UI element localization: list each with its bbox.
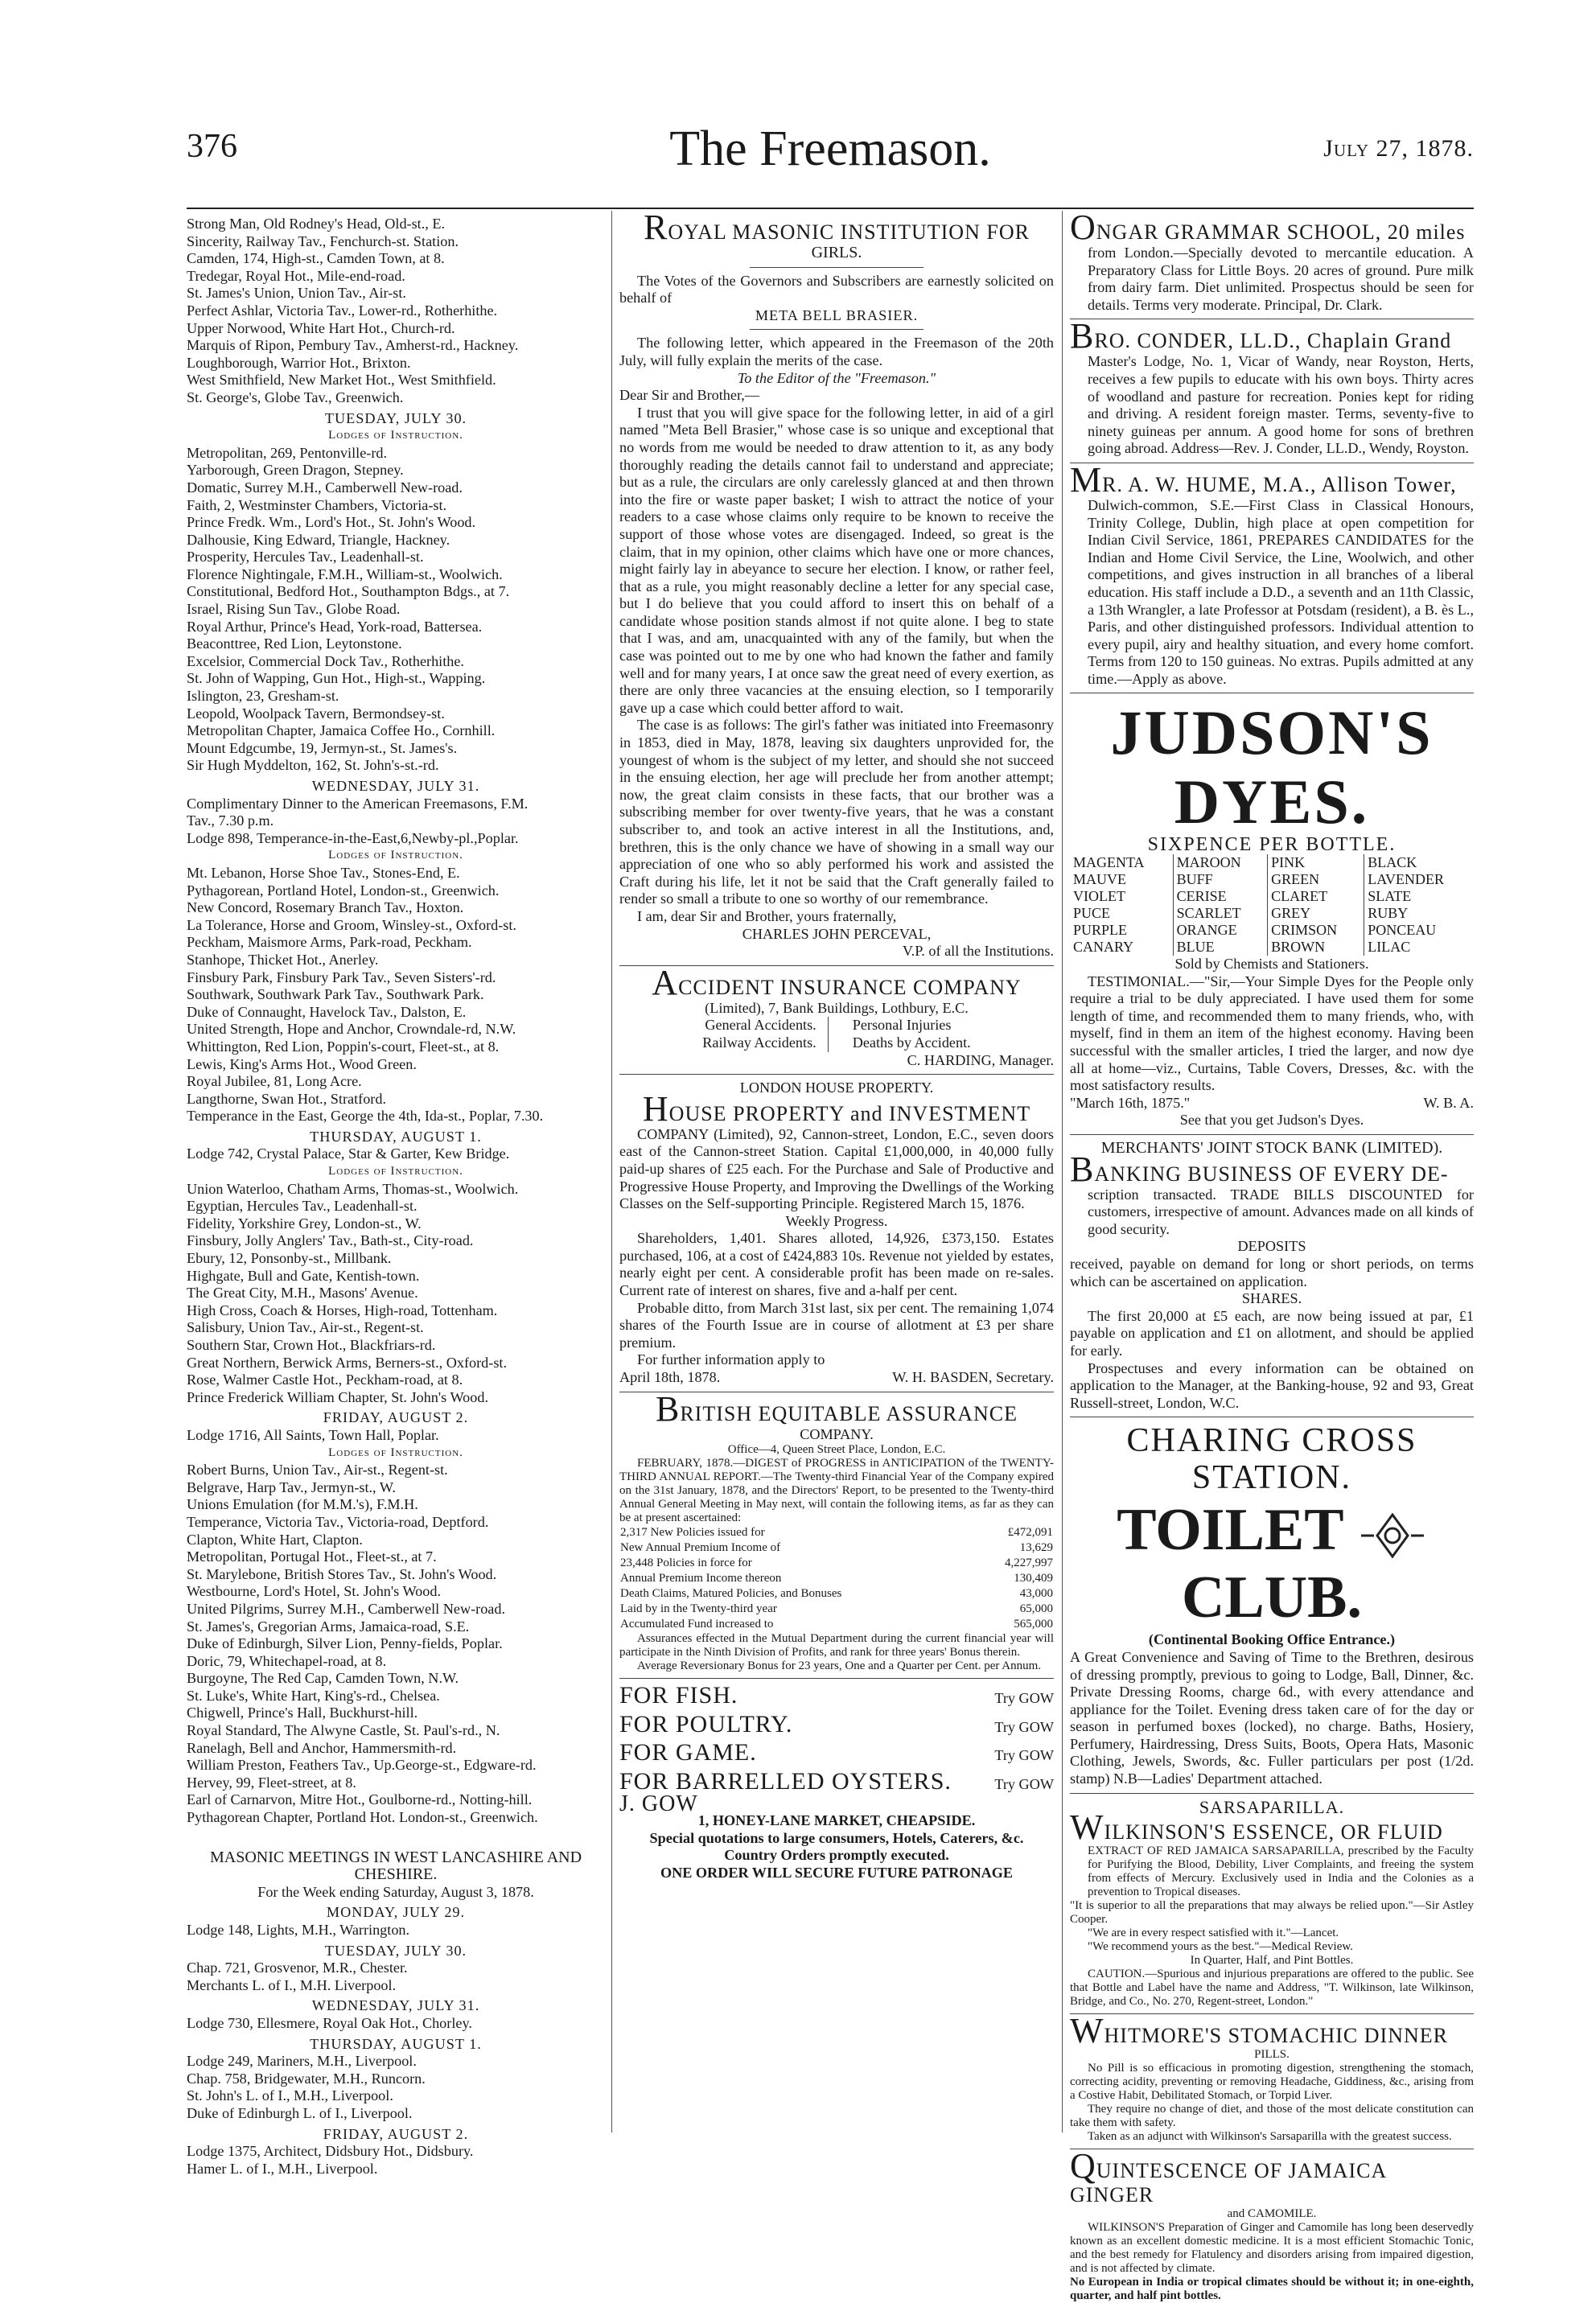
lodge-entry: Islington, 23, Gresham-st. xyxy=(187,688,339,705)
lodge-entry: Duke of Edinburgh, Silver Lion, Penny-fields, Poplar. xyxy=(187,1635,503,1652)
table-row xyxy=(619,1586,1054,1602)
day-heading: MONDAY, JULY 29. xyxy=(326,1904,466,1921)
paragraph: EXTRACT OF RED JAMAICA SARSAPARILLA, prescribed by the Faculty for Purifying the Blood, Debility, Liver Complaints, and freeing the system from effects of Mercury. Exclusively used in India and the Colonies as a prevention to Tropical diseases. xyxy=(1088,1844,1474,1899)
paragraph: Average Reversionary Bonus for 23 years, One and a Quarter per Cent. per Annum. xyxy=(637,1659,1042,1673)
dye-colour: CRIMSON xyxy=(1268,922,1364,939)
dye-colour: SCARLET xyxy=(1173,905,1268,922)
ad-signature: W. H. BASDEN, Secretary. xyxy=(892,1369,1054,1386)
dye-colour: CERISE xyxy=(1173,888,1268,905)
ad-subheading: and CAMOMILE. xyxy=(1227,2207,1317,2221)
lodge-list xyxy=(187,1145,605,1163)
lodge-entry: Salisbury, Union Tav., Air-st., Regent-st. xyxy=(187,1319,424,1336)
ad-item: General Accidents. xyxy=(705,1017,817,1034)
ad-heading: WILKINSON'S ESSENCE, OR FLUID xyxy=(1070,1807,1443,1848)
lodge-entry: La Tolerance, Horse and Groom, Winsley-st., Oxford-st. xyxy=(187,916,516,933)
lodge-entry: Westbourne, Lord's Hotel, St. John's Wood. xyxy=(187,1583,441,1600)
row-value: 565,000 xyxy=(1014,1618,1053,1631)
letter-salutation: Dear Sir and Brother,— xyxy=(619,387,760,404)
gow-item-label: FOR FISH. xyxy=(619,1682,738,1709)
dye-colour: BUFF xyxy=(1173,871,1268,888)
table-row xyxy=(1070,905,1474,922)
ad-subheading: SHARES. xyxy=(1241,1290,1302,1307)
ad-heading: QUINTESCENCE OF JAMAICA GINGER xyxy=(1070,2146,1386,2207)
lodge-entry: Lodge 1716, All Saints, Town Hall, Poplar. xyxy=(187,1426,439,1443)
lodge-entry: St. John's L. of I., M.H., Liverpool. xyxy=(187,2087,393,2104)
club-word: CLUB. xyxy=(1181,1565,1363,1631)
lodge-entry: Beaconttree, Red Lion, Leytonstone. xyxy=(187,635,402,652)
ad-heading: LONDON HOUSE PROPERTY. xyxy=(739,1080,934,1096)
lodge-entry: Royal Arthur, Prince's Head, York-road, Battersea. xyxy=(187,618,483,635)
ad-line: In Quarter, Half, and Pint Bottles. xyxy=(1190,1954,1354,1968)
ad-heading: ONGAR GRAMMAR SCHOOL, 20 miles xyxy=(1070,208,1466,247)
ad-footer xyxy=(619,1369,1054,1387)
table-row xyxy=(619,1540,1054,1556)
lodge-entry: Prosperity, Hercules Tav., Leadenhall-st. xyxy=(187,549,424,565)
dye-colour: PONCEAU xyxy=(1364,922,1474,939)
judson-heading: JUDSON'S DYES. xyxy=(1110,697,1434,837)
paragraph: The Votes of the Governors and Subscribers are earnestly solicited on behalf of xyxy=(619,272,1054,306)
lodge-entry: Florence Nightingale, F.M.H., William-st., Woolwich. xyxy=(187,565,503,582)
dye-colour: RUBY xyxy=(1364,905,1474,922)
lodge-entry: Lodge 898, Temperance-in-the-East,6,Newby-pl.,Poplar. xyxy=(187,829,519,846)
paragraph: WILKINSON'S Preparation of Ginger and Camomile has long been deservedly known as an excellent domestic medicine. It is a most efficient Stomachic Tonic, and the best remedy for Flatulency and disorders arising from impaired digestion, and is not affected by climate. xyxy=(1070,2221,1474,2276)
row-label: 23,448 Policies in force for xyxy=(620,1557,752,1570)
gow-item xyxy=(619,1768,1054,1795)
ad-heading: MR. A. W. HUME, M.A., Allison Tower, xyxy=(1070,459,1457,500)
dye-colour: MAUVE xyxy=(1073,871,1126,888)
lodge-list xyxy=(187,1181,605,1407)
candidate-name: META BELL BRASIER. xyxy=(755,306,919,323)
table-row xyxy=(1070,939,1474,956)
gow-item xyxy=(619,1739,1054,1766)
quote: "We are in every respect satisfied with it."—Lancet. xyxy=(1088,1927,1339,1940)
paragraph: scription transacted. TRADE BILLS DISCOUNTED for customers, irrespective of amount. Advances made on all kinds of good security. xyxy=(1088,1186,1474,1237)
lodge-entry: Leopold, Woolpack Tavern, Bermondsey-st. xyxy=(187,705,445,722)
lodge-entry: Hamer L. of I., M.H., Liverpool. xyxy=(187,2160,378,2177)
paragraph: The following letter, which appeared in the Freemason of the 20th July, will fully explain the merits of the case. xyxy=(619,335,1054,368)
lodge-entry: Sir Hugh Myddelton, 162, St. John's-st.-rd. xyxy=(187,757,439,774)
row-value: 43,000 xyxy=(1019,1587,1053,1601)
dye-colour: CLARET xyxy=(1268,888,1364,905)
lodge-entry: Southern Star, Crown Hot., Blackfriars-rd. xyxy=(187,1337,436,1353)
page-number: 376 xyxy=(187,128,237,165)
lodge-entry: Upper Norwood, White Hart Hot., Church-rd. xyxy=(187,319,455,336)
issue-date: July 27, 1878. xyxy=(1323,135,1474,162)
table-row xyxy=(619,1617,1054,1632)
lodge-entry: Hervey, 99, Fleet-street, at 8. xyxy=(187,1774,356,1791)
lodge-entry: Lodge 742, Crystal Palace, Star & Garter, Kew Bridge. xyxy=(187,1145,510,1162)
testimonial-date: "March 16th, 1875." xyxy=(1070,1094,1191,1111)
lodge-entry: St. George's, Globe Tav., Greenwich. xyxy=(187,389,404,405)
day-heading: THURSDAY, AUGUST 1. xyxy=(310,2035,482,2052)
lodge-entry: Excelsior, Commercial Dock Tav., Rotherhithe. xyxy=(187,652,464,669)
column-advertisements xyxy=(1070,208,1474,2303)
lodge-entry: Chigwell, Prince's Hall, Buckhurst-hill. xyxy=(187,1705,418,1721)
ad-date: April 18th, 1878. xyxy=(619,1369,721,1386)
lodge-list xyxy=(187,2053,605,2122)
lodge-list xyxy=(187,1922,605,1939)
gow-special: Special quotations to large consumers, Hotels, Caterers, &c. xyxy=(649,1829,1024,1846)
paragraph: Shareholders, 1,401. Shares alloted, 14,926, £373,150. Estates purchased, 106, at a cost of £424,883 10s. Revenue not yielded by estates, nearly eight per cent. A considerable profit has been made on re-sales. Current rate of interest on shares, five and a-half per cent. xyxy=(619,1230,1054,1299)
lodge-entry: Great Northern, Berwick Arms, Berners-st., Oxford-st. xyxy=(187,1354,508,1371)
paragraph: No Pill is so efficacious in promoting digestion, strengthening the stomach, correcting acidity, preventing or removing Headache, Giddiness, &c., arising from a Costive Habit, Debilitated Stomach, or Torpid Liver. xyxy=(1070,2062,1474,2103)
gow-item xyxy=(619,1682,1054,1709)
row-value: 4,227,997 xyxy=(1005,1557,1053,1570)
instruction-heading: Lodges of Instruction. xyxy=(328,849,463,862)
gow-item-label: FOR BARRELLED OYSTERS. xyxy=(619,1768,952,1795)
ad-line: See that you get Judson's Dyes. xyxy=(1179,1112,1364,1129)
lodge-entry: Finsbury, Jolly Anglers' Tav., Bath-st., City-road. xyxy=(187,1232,474,1249)
lodge-entry: Dalhousie, King Edward, Triangle, Hackney. xyxy=(187,531,450,548)
dye-colour: BLACK xyxy=(1364,854,1474,871)
lodge-entry: Pythagorean, Portland Hotel, London-st., Greenwich. xyxy=(187,882,500,899)
lodge-entry: High Cross, Coach & Horses, High-road, Tottenham. xyxy=(187,1302,498,1318)
ad-item: Deaths by Accident. xyxy=(852,1034,971,1051)
ad-subheading: (Continental Booking Office Entrance.) xyxy=(1148,1631,1396,1648)
lodge-entry: The Great City, M.H., Masons' Avenue. xyxy=(187,1285,418,1302)
lodge-entry: Constitutional, Bedford Hot., Southampton Bdgs., at 7. xyxy=(187,583,510,600)
dye-colour: MAROON xyxy=(1173,854,1268,871)
paragraph: Prospectuses and every information can be obtained on application to the Manager, at the Banking-house, 92 and 93, Great Russell-street, London, W.C. xyxy=(1070,1359,1474,1411)
lodge-entry: St. James's Union, Union Tav., Air-st. xyxy=(187,285,406,302)
header-rule xyxy=(187,208,1474,209)
lodge-entry: Chap. 758, Bridgewater, M.H., Runcorn. xyxy=(187,2070,426,2087)
dye-colour: PURPLE xyxy=(1073,922,1128,939)
dye-colour: LAVENDER xyxy=(1364,871,1474,888)
row-label: Annual Premium Income thereon xyxy=(620,1572,782,1585)
paragraph: Dulwich-common, S.E.—First Class in Classical Honours, Trinity College, Dublin, high place at open competition for Indian Civil Service, 1861, PREPARES CANDIDATES for the Indian and Home Civil Service, the Line, Woolwich, and other competitions, and gives instruction in all branches of a liberal education. His staff include a D.D., a seventh and an 11th Classic, a 13th Wrangler, a late Professor at Potsdam (resident), a B. ès L., Paris, and other distinguished professors. Individual attention to every pupil, airy and healthy situation, and every home comfort. Terms from 120 to 150 guineas. No extras. Pupils admitted at any time.—Apply as above. xyxy=(1088,496,1474,687)
lodge-entry: Royal Standard, The Alwyne Castle, St. Paul's-rd., N. xyxy=(187,1722,500,1739)
day-heading: FRIDAY, AUGUST 2. xyxy=(323,2125,469,2142)
dye-colour: PUCE xyxy=(1073,905,1111,922)
row-value: 65,000 xyxy=(1019,1602,1053,1616)
gow-item-label: FOR POULTRY. xyxy=(619,1710,793,1738)
paragraph: A Great Convenience and Saving of Time to the Brethren, desirous of dressing promptly, previous to going to Lodge, Ball, Dinner, &c. Private Dressing Rooms, charge 6d., with every attendance and appliance for the Toilet. Evening dress taken care of for the day or season in perfumed boxes (locked), no charge. Baths, Hosiery, Perfumery, Hairdressing, Dress Suits, Boots, Opera Hats, Masonic Clothing, Jewels, Swords, &c. Fuller particulars per post (1/2d. stamp) N.B—Ladies' Department attached. xyxy=(1070,1648,1474,1787)
lodge-entry: Stanhope, Thicket Hot., Anerley. xyxy=(187,951,379,968)
paragraph: For further information apply to xyxy=(637,1351,825,1368)
table-row xyxy=(619,1602,1054,1617)
lodge-entry: Langthorne, Swan Hot., Stratford. xyxy=(187,1090,387,1107)
lodge-entry: Tav., 7.30 p.m. xyxy=(187,812,274,829)
table-row xyxy=(619,1525,1054,1540)
table-row xyxy=(1070,888,1474,905)
lodge-entry: Robert Burns, Union Tav., Air-st., Regent-st. xyxy=(187,1462,448,1478)
lodge-entry: Domatic, Surrey M.H., Camberwell New-road. xyxy=(187,479,463,496)
ad-subheading: GIRLS. xyxy=(811,244,862,261)
row-value: £472,091 xyxy=(1007,1526,1053,1540)
lodge-entry: Ebury, 12, Ponsonby-st., Millbank. xyxy=(187,1250,392,1267)
column-meetings xyxy=(187,216,605,2177)
lodge-entry: St. James's, Gregorian Arms, Jamaica-road, S.E. xyxy=(187,1618,470,1635)
judson-price: SIXPENCE PER BOTTLE. xyxy=(1147,834,1396,856)
lodge-list xyxy=(187,796,605,848)
column-divider xyxy=(1062,211,1063,2132)
lodge-entry: Duke of Edinburgh L. of I., Liverpool. xyxy=(187,2104,413,2121)
lodge-list xyxy=(187,1960,605,1994)
lodge-entry: Metropolitan, Portugal Hot., Fleet-st., at 7. xyxy=(187,1548,437,1565)
day-heading: FRIDAY, AUGUST 2. xyxy=(323,1409,469,1426)
row-label: 2,317 New Policies issued for xyxy=(620,1526,765,1540)
page-header xyxy=(187,121,1474,201)
instruction-heading: Lodges of Instruction. xyxy=(328,429,463,442)
lodge-entry: Unions Emulation (for M.M.'s), F.M.H. xyxy=(187,1496,418,1513)
lodge-entry: Camden, 174, High-st., Camden Town, at 8. xyxy=(187,250,445,267)
lodge-entry: Clapton, White Hart, Clapton. xyxy=(187,1531,363,1548)
lodge-entry: Lodge 1375, Architect, Didsbury Hot., Didsbury. xyxy=(187,2143,474,2160)
lodge-entry: Prince Fredk. Wm., Lord's Hot., St. John's Wood. xyxy=(187,514,476,531)
row-value: 13,629 xyxy=(1019,1541,1053,1555)
dye-colour: BLUE xyxy=(1173,939,1268,956)
table-row xyxy=(1070,922,1474,939)
lodge-entry: Peckham, Maismore Arms, Park-road, Peckham. xyxy=(187,934,472,951)
gow-item-try: Try GOW xyxy=(994,1718,1054,1735)
table-row xyxy=(1070,871,1474,888)
day-heading: WEDNESDAY, JULY 31. xyxy=(311,778,480,794)
paragraph: CAUTION.—Spurious and injurious preparations are offered to the public. See that Bottle and Label have the name and Address, "T. Wilkinson, late Wilkinson, Bridge, and Co., No. 270, Regent-street, London." xyxy=(1070,1968,1474,2009)
column-divider xyxy=(611,211,612,2132)
ad-columns xyxy=(619,1017,1054,1051)
paragraph: received, payable on demand for long or short periods, on terms which can be ascertained on application. xyxy=(1070,1255,1474,1289)
lodge-entry: Southwark, Southwark Park Tav., Southwark Park. xyxy=(187,986,484,1003)
lodge-entry: St. Marylebone, British Stores Tav., St. John's Wood. xyxy=(187,1565,497,1582)
lodge-entry: West Smithfield, New Market Hot., West Smithfield. xyxy=(187,372,496,389)
lodge-entry: Mt. Lebanon, Horse Shoe Tav., Stones-End, E. xyxy=(187,864,460,881)
lodge-entry: Mount Edgcumbe, 19, Jermyn-st., St. James's. xyxy=(187,739,458,756)
letter-signature: CHARLES JOHN PERCEVAL, xyxy=(742,925,932,942)
dye-colour: GREEN xyxy=(1268,871,1364,888)
paragraph: They require no change of diet, and those of the most delicate constitution can take them with safety. xyxy=(1070,2103,1474,2130)
lodge-entry: Egyptian, Hercules Tav., Leadenhall-st. xyxy=(187,1198,418,1215)
letter-closing: I am, dear Sir and Brother, yours fraternally, xyxy=(637,907,897,924)
paragraph: Master's Lodge, No. 1, Vicar of Wandy, near Royston, Herts, receives a few pupils to educate with his own boys. Thirty acres of woodland and pasture for recreation. Ponies kept for riding and driving. A resident foreign master. Terms, seventy-five to ninety guineas per annum. A good home for sons of brethren going abroad. Address—Rev. J. Conder, LL.D., Wendy, Royston. xyxy=(1088,353,1474,457)
masonic-emblem-icon xyxy=(1358,1511,1427,1560)
lodge-entry: Union Waterloo, Chatham Arms, Thomas-st., Woolwich. xyxy=(187,1180,519,1197)
row-label: Death Claims, Matured Policies, and Bonuses xyxy=(620,1587,842,1601)
lodge-entry: Ranelagh, Bell and Anchor, Hammersmith-rd. xyxy=(187,1739,457,1756)
paragraph: COMPANY (Limited), 92, Cannon-street, London, E.C., seven doors east of the Cannon-street Station. Capital £1,000,000, in 40,000 fully paid-up shares of £25 each. For the Purchase and Sale of Productive and Progressive House Property, and Improving the Dwellings of the Working Classes on the Self-supporting Principle. Registered March 15, 1876. xyxy=(619,1125,1054,1212)
lodge-list xyxy=(187,1427,605,1445)
section-subheading: For the Week ending Saturday, August 3, 1878. xyxy=(257,1883,534,1900)
lodge-entry: Temperance, Victoria Tav., Victoria-road, Deptford. xyxy=(187,1513,489,1530)
lodge-entry: Royal Jubilee, 81, Long Acre. xyxy=(187,1073,362,1090)
lodge-entry: Lodge 148, Lights, M.H., Warrington. xyxy=(187,1922,410,1938)
instruction-heading: Lodges of Instruction. xyxy=(328,1165,463,1178)
ad-heading: MERCHANTS' JOINT STOCK BANK (LIMITED). xyxy=(1100,1139,1443,1157)
lodge-entry: Yarborough, Green Dragon, Stepney. xyxy=(187,462,404,479)
quote: "We recommend yours as the best."—Medical Review. xyxy=(1088,1940,1353,1954)
ad-subheading: PILLS. xyxy=(1254,2048,1290,2062)
lodge-entry: Doric, 79, Whitechapel-road, at 8. xyxy=(187,1652,387,1669)
lodge-entry: Strong Man, Old Rodney's Head, Old-st., E. xyxy=(187,216,446,232)
paragraph: I trust that you will give space for the following letter, in aid of a girl named "Meta Bell Brasier," whose case is so unique and exceptional that no words from me would be needed to draw attention to it, as any body thoroughly reading the details cannot fail to understand and appreciate; but as a rule, the circulars are only carelessly glanced at and then thrown into the fire or waste paper basket; I wish to attract the notice of your readers to a case whose claims only require to be known to receive the support of those whose votes are disengaged. Indeed, so great is the claim, that in my opinion, other claims which have one or more chances, might fairly lay in abeyance to secure her election. I know, or rather feel, that as a rule, you might reasonably decline a letter for any special case, but I do believe that you could afford to insert this on behalf of a candidate whose position stands almost if not quite alone. I beg to state that I was, and am, unacquainted with any of the family, but when the case was pointed out to me by one who had known the father and family well and for many years, I at once saw the great need of every exertion, as there are only three vacancies at the ensuing election, so I temporarily gave up a case which could better afford to wait. xyxy=(619,404,1054,716)
lodge-entry: Fidelity, Yorkshire Grey, London-st., W. xyxy=(187,1215,422,1232)
lodge-entry: Faith, 2, Westminster Chambers, Victoria-st. xyxy=(187,496,447,513)
masthead-title: The Freemason. xyxy=(669,121,991,176)
letter-address: To the Editor of the "Freemason." xyxy=(737,369,936,386)
gow-country: Country Orders promptly executed. xyxy=(724,1847,949,1864)
lodge-entry: Rose, Walmer Castle Hot., Peckham-road, at 8. xyxy=(187,1372,463,1388)
paragraph: Taken as an adjunct with Wilkinson's Sarsaparilla with the greatest success. xyxy=(1088,2130,1452,2144)
ad-heading: BRO. CONDER, LL.D., Chaplain Grand xyxy=(1070,316,1452,356)
gow-name: J. GOW xyxy=(619,1791,698,1816)
lodge-entry: Highgate, Bull and Gate, Kentish-town. xyxy=(187,1267,420,1284)
table-row xyxy=(619,1571,1054,1586)
paragraph: The case is as follows: The girl's father was initiated into Freemasonry in 1853, died in May, 1878, leaving six daughters unprovided for, the youngest of whom is the subject of my letter, and should she not succeed in the ensuing election, her age will preclude her from another attempt; now, the great claim consists in these facts, that our brother was a subscribing member for over twenty-five years, that he was a constant subscriber to, and took an active interest in all the Institutions, and, brethren, this is the only chance we have of showing in a small way our appreciation of one who so ably performed his work and assisted the Craft during his life, let it not be said that the Craft generally failed to render so small a tribute to one so worthy of our remembrance. xyxy=(619,717,1054,907)
lodge-list xyxy=(187,865,605,1125)
paragraph: Assurances effected in the Mutual Department during the current financial year will participate in the Ninth Division of Profits, and rank for three years' Bonus therein. xyxy=(619,1632,1054,1659)
lodge-entry: St. Luke's, White Hart, King's-rd., Chelsea. xyxy=(187,1687,440,1704)
gow-ad xyxy=(619,1682,1054,1795)
ad-line: Sold by Chemists and Stationers. xyxy=(1174,956,1369,973)
lodge-entry: Lewis, King's Arms Hot., Wood Green. xyxy=(187,1055,417,1072)
dye-colours-table xyxy=(1070,854,1474,956)
gow-item xyxy=(619,1710,1054,1738)
dye-colour: VIOLET xyxy=(1073,888,1125,905)
lodge-entry: Whittington, Red Lion, Poppin's-court, Fleet-st., at 8. xyxy=(187,1038,500,1055)
ad-item: Railway Accidents. xyxy=(702,1034,817,1051)
lodge-list xyxy=(187,445,605,775)
charing-cross-heading: CHARING CROSS STATION. xyxy=(1126,1422,1417,1497)
paragraph: "It is superior to all the preparations that may always be relied upon."—Sir Astley Cooper. xyxy=(1070,1899,1474,1927)
lodge-entry: Israel, Rising Sun Tav., Globe Road. xyxy=(187,601,401,618)
dye-colour: LILAC xyxy=(1364,939,1474,956)
ad-address: Office—4, Queen Street Place, London, E.C. xyxy=(727,1443,946,1457)
ad-heading: SARSAPARILLA. xyxy=(1199,1796,1345,1817)
section-heading: MASONIC MEETINGS IN WEST LANCASHIRE AND CHESHIRE. xyxy=(209,1848,582,1884)
ad-heading: BANKING BUSINESS OF EVERY DE- xyxy=(1070,1149,1449,1189)
lodge-entry: New Concord, Rosemary Branch Tav., Hoxton. xyxy=(187,899,464,916)
lodge-entry: Metropolitan, 269, Pentonville-rd. xyxy=(187,444,388,461)
paragraph: No European in India or tropical climates should be without it; in one-eighth, quarter, and half pint bottles. xyxy=(1070,2276,1474,2303)
lodge-entry: Prince Frederick William Chapter, St. John's Wood. xyxy=(187,1388,488,1405)
lodge-entry: Perfect Ashlar, Victoria Tav., Lower-rd., Rotherhithe. xyxy=(187,302,498,319)
gow-item-try: Try GOW xyxy=(994,1690,1054,1707)
row-value: 130,409 xyxy=(1014,1572,1053,1585)
gow-item-try: Try GOW xyxy=(994,1776,1054,1792)
ad-subheading: COMPANY. xyxy=(800,1425,874,1442)
lodge-entry: Lodge 249, Mariners, M.H., Liverpool. xyxy=(187,2053,417,2070)
lodge-entry: United Pilgrims, Surrey M.H., Camberwell New-road. xyxy=(187,1600,506,1617)
day-heading: TUESDAY, JULY 30. xyxy=(324,409,467,426)
gow-item-try: Try GOW xyxy=(994,1747,1054,1764)
paragraph: Probable ditto, from March 31st last, six per cent. The remaining 1,074 shares of the Fourth Issue are in course of allotment at £3 per share premium. xyxy=(619,1299,1054,1351)
lodge-entry: Earl of Carnarvon, Mitre Hot., Goulborne-rd., Notting-hill. xyxy=(187,1791,533,1808)
gow-order: ONE ORDER WILL SECURE FUTURE PATRONAGE xyxy=(660,1864,1014,1881)
testimonial-footer xyxy=(1070,1095,1474,1112)
lodge-entry: Sincerity, Railway Tav., Fenchurch-st. Station. xyxy=(187,232,459,249)
instruction-heading: Lodges of Instruction. xyxy=(328,1446,463,1459)
dye-colour: CANARY xyxy=(1073,939,1134,956)
testimonial: TESTIMONIAL.—"Sir,—Your Simple Dyes for the People only require a trial to be duly appreciated. I have used them for some length of time, and recommended them to many friends, who, with myself, find in them an item of the highest economy. Having been successful with the smaller articles, I tried the larger, and now dye all at home—viz., Curtains, Table Covers, Dresses, &c. with the most satisfactory results. xyxy=(1070,973,1474,1094)
dye-colour: BROWN xyxy=(1268,939,1364,956)
lodge-entry: Belgrave, Harp Tav., Jermyn-st., W. xyxy=(187,1478,396,1495)
day-heading: THURSDAY, AUGUST 1. xyxy=(310,1128,482,1145)
lodge-entry: Complimentary Dinner to the American Freemasons, F.M. xyxy=(187,795,529,812)
lodge-entry: William Preston, Feathers Tav., Up.George-st., Edgware-rd. xyxy=(187,1757,537,1774)
lodge-entry: Burgoyne, The Red Cap, Camden Town, N.W. xyxy=(187,1670,459,1687)
ad-heading: BRITISH EQUITABLE ASSURANCE xyxy=(655,1388,1018,1429)
ad-heading: WHITMORE'S STOMACHIC DINNER xyxy=(1070,2011,1448,2051)
dye-colour: MAGENTA xyxy=(1073,854,1145,871)
row-label: New Annual Premium Income of xyxy=(620,1541,781,1555)
lodge-entry: Temperance in the East, George the 4th, Ida-st., Poplar, 7.30. xyxy=(187,1108,544,1125)
table-row xyxy=(619,1556,1054,1571)
lodge-entry: Metropolitan Chapter, Jamaica Coffee Ho., Cornhill. xyxy=(187,722,496,739)
lodge-entry: St. John of Wapping, Gun Hot., High-st., Wapping. xyxy=(187,670,486,687)
gow-item-label: FOR GAME. xyxy=(619,1739,757,1766)
letter-signature-title: V.P. of all the Institutions. xyxy=(902,943,1054,960)
lodge-list xyxy=(187,216,605,407)
paragraph: from London.—Specially devoted to mercantile education. A Preparatory Class for Little Boys. 20 acres of ground. Pure milk from dairy farm. Diet unlimited. Prospectus should be seen for details. Terms very moderate. Principal, Dr. Clark. xyxy=(1088,245,1474,313)
paragraph: The first 20,000 at £5 each, are now being issued at par, £1 payable on application and £1 on allotment, and should be applied for early. xyxy=(1070,1307,1474,1359)
paragraph: FEBRUARY, 1878.—DIGEST of PROGRESS in ANTICIPATION of the TWENTY-THIRD ANNUAL REPORT.—The Twenty-third Financial Year of the Company expired on the 31st January, 1878, and the Directors' Report, to be presented to the Twenty-third Annual General Meeting in May next, will contain the following items, as far as they can be at present ascertained: xyxy=(619,1457,1054,1525)
ad-signature: C. HARDING, Manager. xyxy=(907,1051,1054,1068)
lodge-entry: Chap. 721, Grosvenor, M.R., Chester. xyxy=(187,1960,408,1976)
lodge-list xyxy=(187,2015,605,2033)
dye-colour: PINK xyxy=(1268,854,1364,871)
lodge-entry: Pythagorean Chapter, Portland Hot. London-st., Greenwich. xyxy=(187,1809,538,1826)
gow-address: 1, HONEY-LANE MARKET, CHEAPSIDE. xyxy=(697,1812,976,1829)
lodge-list xyxy=(187,2143,605,2178)
lodge-entry: Finsbury Park, Finsbury Park Tav., Seven Sisters'-rd. xyxy=(187,968,496,985)
ad-heading: ROYAL MASONIC INSTITUTION FOR xyxy=(644,208,1030,247)
lodge-entry: Tredegar, Royal Hot., Mile-end-road. xyxy=(187,267,405,284)
day-heading: WEDNESDAY, JULY 31. xyxy=(311,1997,480,2014)
ad-subheading: Weekly Progress. xyxy=(785,1212,888,1229)
dye-colour: GREY xyxy=(1268,905,1364,922)
ad-subheading: (Limited), 7, Bank Buildings, Lothbury, E.C. xyxy=(705,999,969,1016)
lodge-list xyxy=(187,1462,605,1826)
column-notices xyxy=(619,208,1054,2149)
toilet-club-heading xyxy=(1070,1496,1474,1631)
lodge-entry: Duke of Connaught, Havelock Tav., Dalston, E. xyxy=(187,1003,467,1020)
lodge-entry: Loughborough, Warrior Hot., Brixton. xyxy=(187,354,411,371)
row-label: Accumulated Fund increased to xyxy=(620,1618,774,1631)
lodge-entry: Lodge 730, Ellesmere, Royal Oak Hot., Chorley. xyxy=(187,2014,472,2031)
dye-colour: SLATE xyxy=(1364,888,1474,905)
ad-heading: ACCIDENT INSURANCE COMPANY xyxy=(652,962,1022,1002)
ad-heading: HOUSE PROPERTY and INVESTMENT xyxy=(642,1088,1031,1129)
day-heading: TUESDAY, JULY 30. xyxy=(324,1942,467,1959)
financial-table xyxy=(619,1525,1054,1632)
toilet-word: TOILET xyxy=(1117,1497,1343,1564)
row-label: Laid by in the Twenty-third year xyxy=(620,1602,777,1616)
ad-subheading: DEPOSITS xyxy=(1237,1238,1306,1255)
testimonial-signature: W. B. A. xyxy=(1423,1094,1474,1111)
ad-item: Personal Injuries xyxy=(852,1017,952,1034)
lodge-entry: United Strength, Hope and Anchor, Crowndale-rd, N.W. xyxy=(187,1021,516,1038)
dye-colour: ORANGE xyxy=(1173,922,1268,939)
lodge-entry: Marquis of Ripon, Pembury Tav., Amherst-rd., Hackney. xyxy=(187,337,519,354)
lodge-entry: Merchants L. of I., M.H. Liverpool. xyxy=(187,1976,397,1993)
table-row xyxy=(1070,854,1474,871)
